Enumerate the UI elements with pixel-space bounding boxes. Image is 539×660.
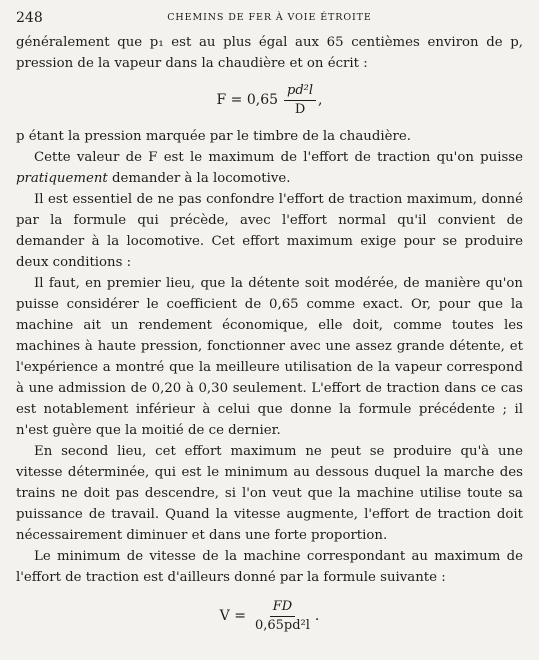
running-title: CHEMINS DE FER À VOIE ÉTROITE — [167, 12, 372, 23]
paragraph-continuation: généralement que p₁ est au plus égal aux 65 centièmes environ de p, pression de la vapeur dans la chaudière et on écrit : — [16, 35, 523, 71]
page-header — [16, 8, 523, 32]
paragraph-text: demander à la locomotive. — [107, 171, 291, 186]
paragraph-conditions: Il est essentiel de ne pas confondre l'effort de traction maximum, donné par la formule qui précède, avec l'effort normal qu'il convient de demander à la locomotive. Cet effort maximum exige pour se produire deux conditions : — [16, 192, 523, 270]
formula-denominator: D — [294, 101, 306, 117]
page-body — [16, 32, 523, 636]
paragraph-min-speed: Le minimum de vitesse de la machine correspondant au maximum de l'effort de traction est d'ailleurs donné par la formule suivante : — [16, 549, 523, 585]
formula-denominator: 0,65pd²l — [254, 617, 310, 633]
paragraph-first-condition: Il faut, en premier lieu, que la détente soit modérée, de manière qu'on puisse considérer le coefficient de 0,65 comme exact. Or, pour que la machine ait un rendement économique, elle doit, comme toutes les machines à haute pression, fonctionner avec une assez grande détente, et l'expérience a montré que la meilleure utilisation de la vapeur correspond à une admission de 0,20 à 0,30 seulement. L'effort de traction dans ce cas est notablement inférieur à celui que donne la formule précédente ; il n'est guère que la moitié de ce dernier. — [16, 276, 523, 438]
paragraph-text: Cette valeur de F est le maximum de l'effort de traction qu'on puisse — [34, 150, 523, 165]
formula-fraction — [252, 599, 313, 634]
formula-fraction — [284, 83, 316, 118]
paragraph-pressure-note: p étant la pression marquée par le timbre de la chaudière. — [16, 129, 411, 144]
emphasis-text: pratiquement — [16, 171, 108, 186]
paragraph-second-condition: En second lieu, cet effort maximum ne peut se produire qu'à une vitesse déterminée, qui est le minimum au dessous duquel la marche des trains ne doit pas descendre, si l'on veut que la machine utilise toute sa puissance de travail. Quand la vitesse augmente, l'effort de traction doit nécessairement diminuer et dans une forte proportion. — [16, 444, 523, 543]
formula-min-speed — [16, 596, 523, 636]
formula-punctuation: , — [318, 91, 323, 108]
paragraph-max-effort — [16, 147, 523, 189]
formula-lhs: V = — [219, 607, 246, 624]
formula-punctuation: . — [314, 607, 320, 624]
formula-numerator: FD — [270, 599, 295, 617]
formula-traction-effort — [16, 80, 523, 120]
page-number: 248 — [16, 10, 43, 26]
formula-lhs: F = 0,65 — [216, 91, 279, 108]
formula-numerator: pd²l — [284, 83, 316, 101]
